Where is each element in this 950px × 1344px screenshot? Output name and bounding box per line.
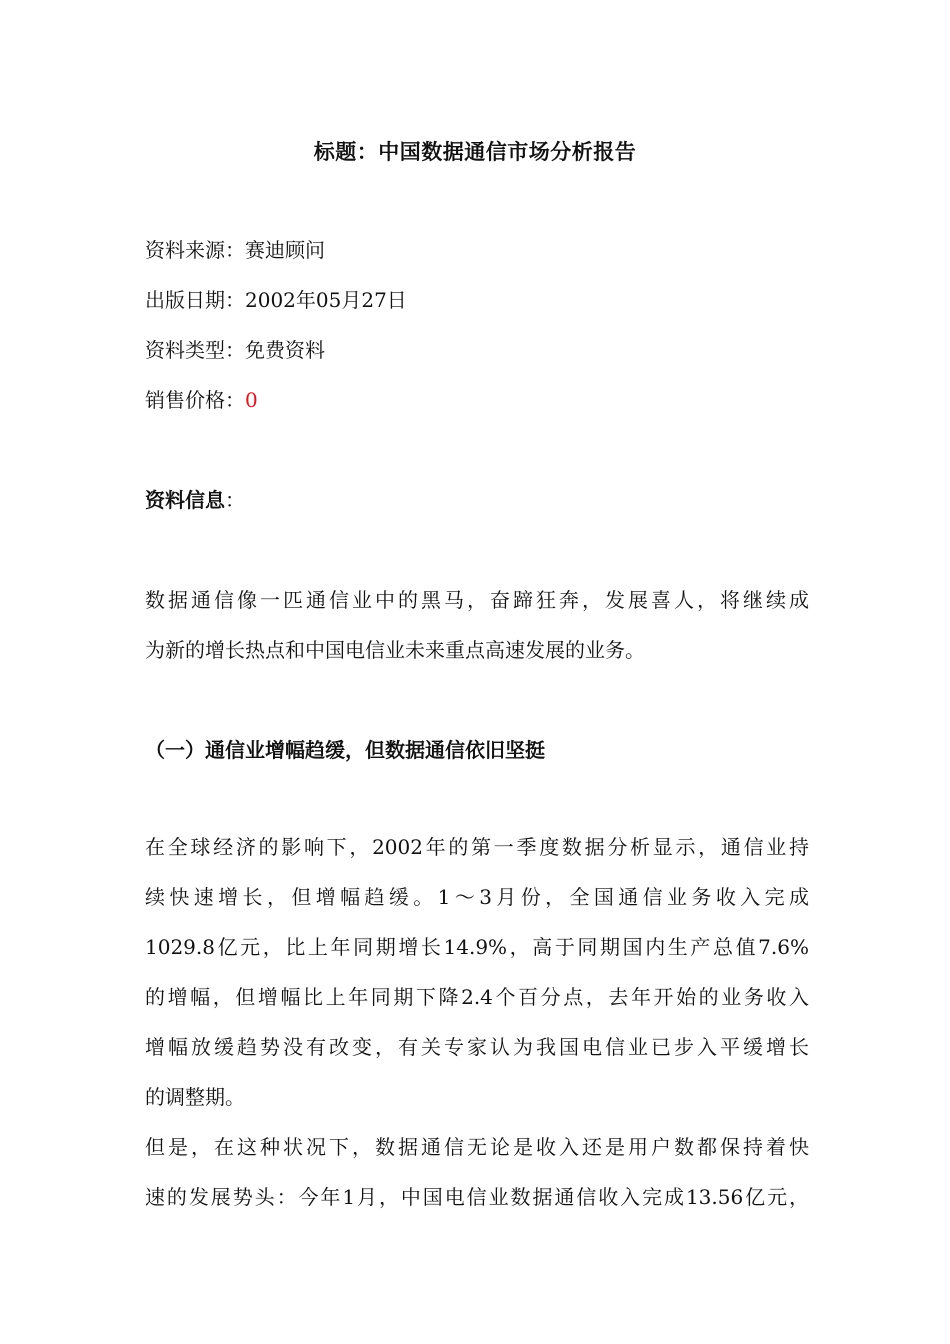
meta-price-label: 销售价格： xyxy=(145,388,245,412)
meta-source-label: 资料来源： xyxy=(145,238,245,262)
meta-type-label: 资料类型： xyxy=(145,338,245,362)
document-title: 标题：中国数据通信市场分析报告 xyxy=(313,139,637,164)
paragraph-line: 速的发展势头：今年1月，中国电信业数据通信收入完成13.56亿元， xyxy=(145,1185,809,1209)
paragraph-1 xyxy=(145,822,809,1122)
meta-price-value: 0 xyxy=(245,388,258,412)
paragraph-line: 的调整期。 xyxy=(145,1085,245,1109)
paragraph-line: 在全球经济的影响下，2002年的第一季度数据分析显示，通信业持 xyxy=(145,835,809,859)
meta-date-value: 2002年05月27日 xyxy=(245,288,407,312)
intro-line: 数据通信像一匹通信业中的黑马，奋蹄狂奔，发展喜人，将继续成 xyxy=(145,588,809,612)
intro-line: 为新的增长热点和中国电信业未来重点高速发展的业务。 xyxy=(145,638,645,662)
meta-date xyxy=(145,286,407,314)
info-heading xyxy=(145,486,245,514)
paragraph-line: 但是，在这种状况下，数据通信无论是收入还是用户数都保持着快 xyxy=(145,1135,809,1159)
info-heading-colon: ： xyxy=(225,488,245,512)
meta-price xyxy=(145,386,258,414)
meta-source xyxy=(145,236,325,264)
paragraph-2 xyxy=(145,1122,809,1222)
paragraph-line: 1029.8亿元，比上年同期增长14.9%，高于同期国内生产总值7.6% xyxy=(145,935,809,959)
meta-date-label: 出版日期： xyxy=(145,288,245,312)
intro-paragraph xyxy=(145,575,809,675)
meta-type xyxy=(145,336,325,364)
section-heading-1: （一）通信业增幅趋缓，但数据通信依旧坚挺 xyxy=(145,738,545,762)
paragraph-line: 的增幅，但增幅比上年同期下降2.4个百分点，去年开始的业务收入 xyxy=(145,985,809,1009)
paragraph-line: 续快速增长，但增幅趋缓。1～3月份，全国通信业务收入完成 xyxy=(145,885,809,909)
meta-type-value: 免费资料 xyxy=(245,338,325,362)
info-heading-text: 资料信息 xyxy=(145,488,225,512)
paragraph-line: 增幅放缓趋势没有改变，有关专家认为我国电信业已步入平缓增长 xyxy=(145,1035,809,1059)
meta-source-value: 赛迪顾问 xyxy=(245,238,325,262)
